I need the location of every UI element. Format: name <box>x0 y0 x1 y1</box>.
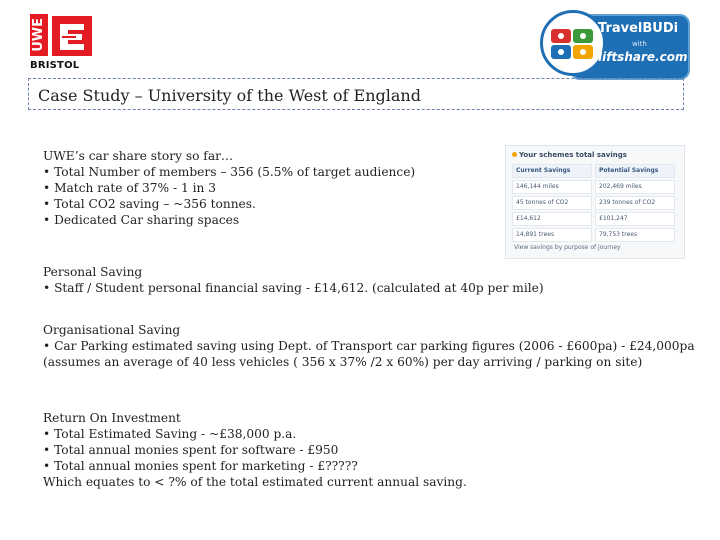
potential-value: 79,753 trees <box>595 228 675 242</box>
roi-heading: Return On Investment <box>43 411 181 425</box>
story-section <box>43 148 415 228</box>
savings-row <box>512 196 678 210</box>
roi-section <box>43 410 467 490</box>
page-title: Case Study – University of the West of England <box>38 86 421 105</box>
savings-header-row <box>512 164 678 178</box>
savings-panel-heading: Your schemes total savings <box>512 151 627 159</box>
savings-row <box>512 228 678 242</box>
savings-footer-link[interactable]: View savings by purpose of journey <box>514 244 621 251</box>
coin-icon <box>512 152 517 157</box>
uwe-bristol-logo <box>30 14 92 70</box>
story-heading: UWE’s car share story so far… <box>43 149 234 163</box>
organisational-heading: Organisational Saving <box>43 323 181 337</box>
personal-section <box>43 264 544 296</box>
potential-value: £101,247 <box>595 212 675 226</box>
savings-row <box>512 212 678 226</box>
roi-line: Which equates to < ?% of the total estimated current annual saving. <box>43 475 467 489</box>
story-bullet: • Total CO2 saving – ~356 tonnes. <box>43 197 256 211</box>
savings-panel <box>505 145 685 259</box>
travelbudi-title: TravelBUDi <box>598 21 679 36</box>
roi-line: • Total annual monies spent for software - £950 <box>43 443 339 457</box>
roi-line: • Total annual monies spent for marketing - £????? <box>43 459 358 473</box>
title-box <box>28 78 684 110</box>
uwe-logo-city: BRISTOL <box>30 60 80 71</box>
roi-line: • Total Estimated Saving - ~£38,000 p.a. <box>43 427 297 441</box>
story-bullet: • Dedicated Car sharing spaces <box>43 213 240 227</box>
potential-value: 202,469 miles <box>595 180 675 194</box>
transport-icons <box>543 13 603 73</box>
potential-value: 239 tonnes of CO2 <box>595 196 675 210</box>
current-value: 14,891 trees <box>512 228 592 242</box>
story-bullet: • Total Number of members – 356 (5.5% of target audience) <box>43 165 416 179</box>
personal-heading: Personal Saving <box>43 265 143 279</box>
organisational-section <box>43 322 703 370</box>
personal-bullet: • Staff / Student personal financial saving - £14,612. (calculated at 40p per mile) <box>43 281 544 295</box>
uwe-logo-text: UWE <box>31 18 46 52</box>
current-value: 45 tonnes of CO2 <box>512 196 592 210</box>
current-value: 146,144 miles <box>512 180 592 194</box>
travelbudi-icon-circle <box>540 10 606 76</box>
savings-row <box>512 180 678 194</box>
current-savings-header: Current Savings <box>512 164 592 178</box>
uwe-logo-box <box>30 14 48 56</box>
uwe-logo-mark <box>52 16 92 56</box>
travelbudi-with: with <box>632 40 647 48</box>
savings-grid <box>512 164 678 244</box>
travelbudi-logo <box>540 10 690 76</box>
liftshare-name: liftshare.com <box>598 50 688 64</box>
story-bullet: • Match rate of 37% - 1 in 3 <box>43 181 217 195</box>
potential-savings-header: Potential Savings <box>595 164 675 178</box>
current-value: £14,612 <box>512 212 592 226</box>
organisational-text: • Car Parking estimated saving using Dept. of Transport car parking figures (2006 - £600pa) - £24,000pa (assumes an average of 40 less vehicles ( 356 x 37% /2 x 60%) per day arriving / parking on site) <box>43 339 695 369</box>
